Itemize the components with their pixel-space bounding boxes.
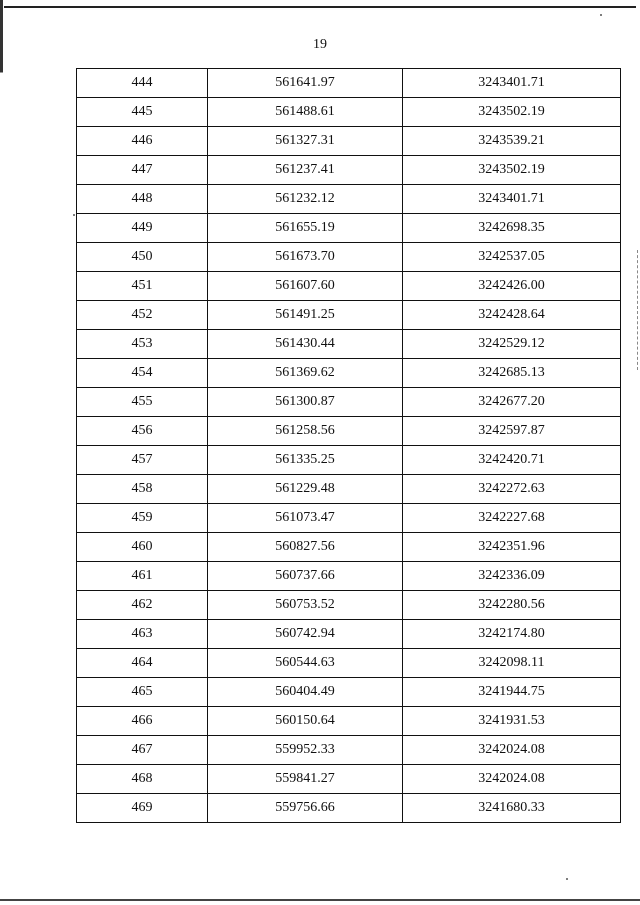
- x-coordinate-cell: 560742.94: [208, 620, 403, 649]
- y-coordinate-cell: 3242677.20: [403, 388, 621, 417]
- scan-left-border: [0, 0, 3, 905]
- point-number-cell: 468: [77, 765, 208, 794]
- point-number-cell: 458: [77, 475, 208, 504]
- x-coordinate-cell: 561369.62: [208, 359, 403, 388]
- y-coordinate-cell: 3241931.53: [403, 707, 621, 736]
- x-coordinate-cell: 560737.66: [208, 562, 403, 591]
- scan-bottom-border: [0, 899, 640, 901]
- point-number-cell: 451: [77, 272, 208, 301]
- y-coordinate-cell: 3241944.75: [403, 678, 621, 707]
- point-number-cell: 456: [77, 417, 208, 446]
- x-coordinate-cell: 560753.52: [208, 591, 403, 620]
- point-number-cell: 457: [77, 446, 208, 475]
- point-number-cell: 469: [77, 794, 208, 823]
- y-coordinate-cell: 3243401.71: [403, 69, 621, 98]
- table-row: [77, 214, 621, 243]
- table-row: [77, 591, 621, 620]
- table-row: [77, 127, 621, 156]
- scan-right-marks: [636, 250, 638, 370]
- x-coordinate-cell: 561229.48: [208, 475, 403, 504]
- table-row: [77, 504, 621, 533]
- point-number-cell: 448: [77, 185, 208, 214]
- x-coordinate-cell: 561641.97: [208, 69, 403, 98]
- table-row: [77, 185, 621, 214]
- y-coordinate-cell: 3243401.71: [403, 185, 621, 214]
- y-coordinate-cell: 3243539.21: [403, 127, 621, 156]
- point-number-cell: 466: [77, 707, 208, 736]
- table-row: [77, 678, 621, 707]
- y-coordinate-cell: 3242174.80: [403, 620, 621, 649]
- table-row: [77, 736, 621, 765]
- table-row: [77, 707, 621, 736]
- y-coordinate-cell: 3242597.87: [403, 417, 621, 446]
- x-coordinate-cell: 561430.44: [208, 330, 403, 359]
- y-coordinate-cell: 3242024.08: [403, 736, 621, 765]
- coordinates-table-body: [77, 69, 621, 823]
- point-number-cell: 452: [77, 301, 208, 330]
- table-row: [77, 475, 621, 504]
- point-number-cell: 444: [77, 69, 208, 98]
- y-coordinate-cell: 3241680.33: [403, 794, 621, 823]
- table-row: [77, 417, 621, 446]
- point-number-cell: 465: [77, 678, 208, 707]
- table-row: [77, 272, 621, 301]
- y-coordinate-cell: 3242426.00: [403, 272, 621, 301]
- x-coordinate-cell: 560827.56: [208, 533, 403, 562]
- y-coordinate-cell: 3242537.05: [403, 243, 621, 272]
- point-number-cell: 453: [77, 330, 208, 359]
- y-coordinate-cell: 3243502.19: [403, 98, 621, 127]
- table-row: [77, 794, 621, 823]
- x-coordinate-cell: 561488.61: [208, 98, 403, 127]
- scan-speck: [73, 214, 75, 216]
- y-coordinate-cell: 3242024.08: [403, 765, 621, 794]
- y-coordinate-cell: 3242280.56: [403, 591, 621, 620]
- page-number: 19: [313, 37, 327, 52]
- x-coordinate-cell: 559952.33: [208, 736, 403, 765]
- x-coordinate-cell: 561258.56: [208, 417, 403, 446]
- y-coordinate-cell: 3242685.13: [403, 359, 621, 388]
- table-row: [77, 156, 621, 185]
- coordinates-table: [76, 68, 621, 823]
- scan-top-border: [4, 6, 636, 8]
- table-row: [77, 330, 621, 359]
- table-row: [77, 765, 621, 794]
- x-coordinate-cell: 560544.63: [208, 649, 403, 678]
- y-coordinate-cell: 3243502.19: [403, 156, 621, 185]
- x-coordinate-cell: 559841.27: [208, 765, 403, 794]
- x-coordinate-cell: 561232.12: [208, 185, 403, 214]
- point-number-cell: 450: [77, 243, 208, 272]
- y-coordinate-cell: 3242272.63: [403, 475, 621, 504]
- x-coordinate-cell: 561073.47: [208, 504, 403, 533]
- table-row: [77, 69, 621, 98]
- table-row: [77, 388, 621, 417]
- x-coordinate-cell: 560150.64: [208, 707, 403, 736]
- x-coordinate-cell: 561300.87: [208, 388, 403, 417]
- point-number-cell: 459: [77, 504, 208, 533]
- y-coordinate-cell: 3242428.64: [403, 301, 621, 330]
- point-number-cell: 446: [77, 127, 208, 156]
- x-coordinate-cell: 561327.31: [208, 127, 403, 156]
- scan-speck: [566, 878, 568, 880]
- y-coordinate-cell: 3242336.09: [403, 562, 621, 591]
- x-coordinate-cell: 561237.41: [208, 156, 403, 185]
- x-coordinate-cell: 561655.19: [208, 214, 403, 243]
- point-number-cell: 445: [77, 98, 208, 127]
- table-row: [77, 359, 621, 388]
- x-coordinate-cell: 559756.66: [208, 794, 403, 823]
- y-coordinate-cell: 3242227.68: [403, 504, 621, 533]
- table-row: [77, 562, 621, 591]
- x-coordinate-cell: 561607.60: [208, 272, 403, 301]
- y-coordinate-cell: 3242351.96: [403, 533, 621, 562]
- table-row: [77, 620, 621, 649]
- x-coordinate-cell: 561673.70: [208, 243, 403, 272]
- x-coordinate-cell: 561335.25: [208, 446, 403, 475]
- point-number-cell: 455: [77, 388, 208, 417]
- y-coordinate-cell: 3242420.71: [403, 446, 621, 475]
- y-coordinate-cell: 3242698.35: [403, 214, 621, 243]
- y-coordinate-cell: 3242098.11: [403, 649, 621, 678]
- x-coordinate-cell: 561491.25: [208, 301, 403, 330]
- point-number-cell: 447: [77, 156, 208, 185]
- point-number-cell: 460: [77, 533, 208, 562]
- scan-speck: [600, 14, 602, 16]
- point-number-cell: 463: [77, 620, 208, 649]
- point-number-cell: 462: [77, 591, 208, 620]
- point-number-cell: 464: [77, 649, 208, 678]
- point-number-cell: 467: [77, 736, 208, 765]
- y-coordinate-cell: 3242529.12: [403, 330, 621, 359]
- table-row: [77, 649, 621, 678]
- point-number-cell: 454: [77, 359, 208, 388]
- table-row: [77, 446, 621, 475]
- point-number-cell: 449: [77, 214, 208, 243]
- point-number-cell: 461: [77, 562, 208, 591]
- table-row: [77, 243, 621, 272]
- table-row: [77, 98, 621, 127]
- table-row: [77, 533, 621, 562]
- x-coordinate-cell: 560404.49: [208, 678, 403, 707]
- table-row: [77, 301, 621, 330]
